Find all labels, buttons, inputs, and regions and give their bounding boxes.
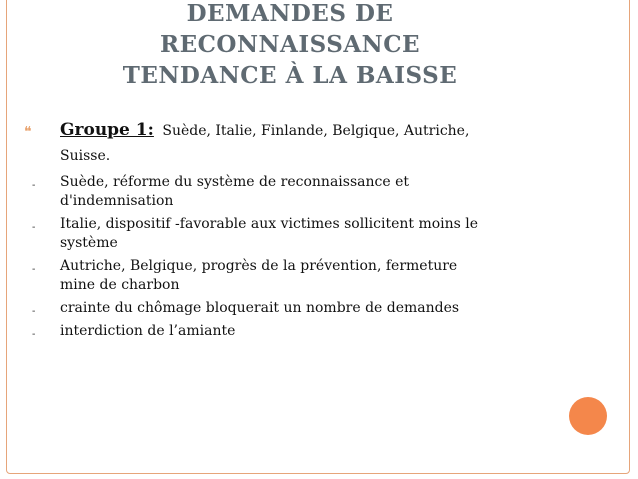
dash-marker: - <box>32 306 36 317</box>
title-line-1: DEMANDES DE <box>186 0 394 27</box>
list-item-line-1: Italie, dispositif -favorable aux victimes sollicitent moins le <box>60 216 479 232</box>
main-bullet-text-line-2: Suisse. <box>60 148 111 164</box>
decorative-orange-circle <box>569 397 607 435</box>
slide-title <box>60 0 520 91</box>
list-item <box>24 322 564 341</box>
list-item-line-2: système <box>60 235 118 251</box>
dash-marker: - <box>32 264 36 275</box>
main-bullet-text-line-1: Suède, Italie, Finlande, Belgique, Autriche, <box>162 123 470 139</box>
list-item <box>24 215 564 253</box>
list-item-line-2: d'indemnisation <box>60 193 174 209</box>
list-item-line-2: mine de charbon <box>60 277 180 293</box>
list-item-line-1: interdiction de l’amiante <box>60 323 236 339</box>
list-item <box>24 173 564 211</box>
list-item <box>24 299 564 318</box>
dash-marker: - <box>32 329 36 340</box>
bullet-marker-icon: ❝ <box>24 124 32 140</box>
main-bullet <box>24 118 564 169</box>
dash-marker: - <box>32 222 36 233</box>
dash-marker: - <box>32 180 36 191</box>
list-item <box>24 257 564 295</box>
list-item-line-1: Suède, réforme du système de reconnaissance et <box>60 174 409 190</box>
slide-content <box>24 118 564 341</box>
group-label: Groupe 1: <box>60 120 154 140</box>
title-line-3: TENDANCE À LA BAISSE <box>122 62 458 89</box>
title-line-2: RECONNAISSANCE <box>159 31 421 58</box>
list-item-line-1: crainte du chômage bloquerait un nombre de demandes <box>60 300 460 316</box>
list-item-line-1: Autriche, Belgique, progrès de la prévention, fermeture <box>60 258 458 274</box>
